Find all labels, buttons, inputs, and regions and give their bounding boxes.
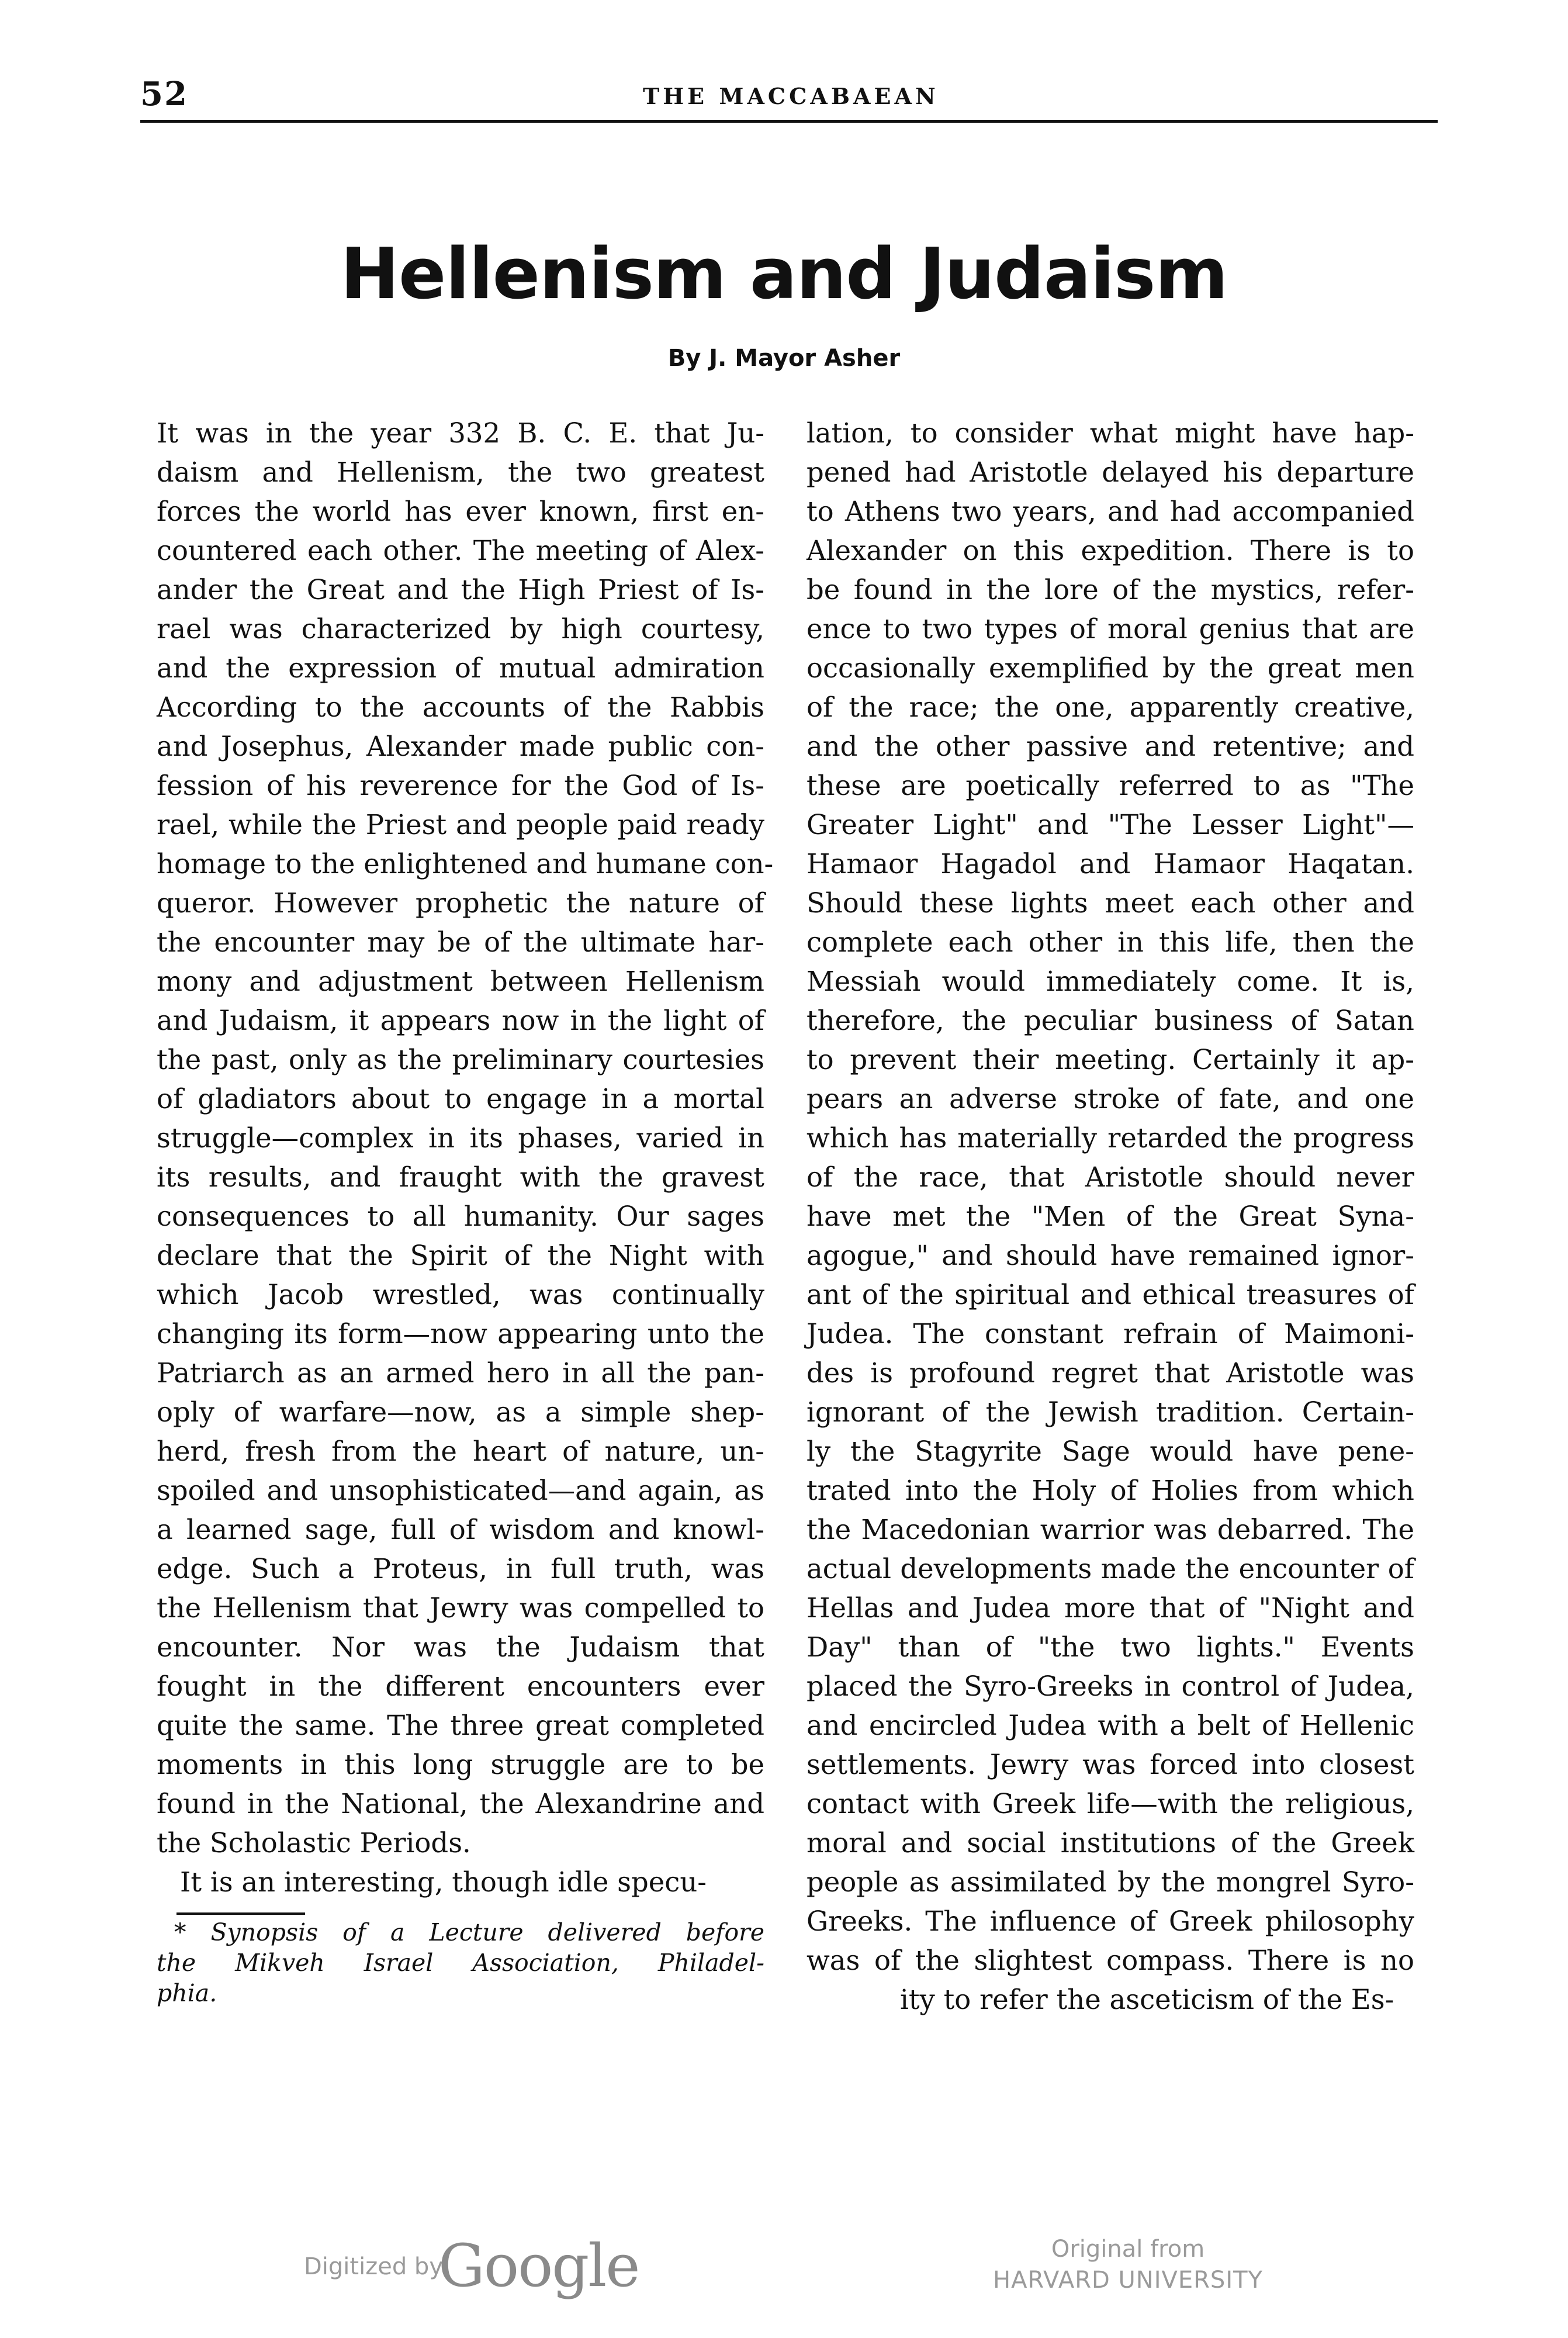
left-column (157, 414, 774, 1902)
text-line: settlements. Jewry was forced into closest (807, 1749, 1414, 1780)
text-line: found in the National, the Alexandrine and (157, 1788, 764, 1820)
text-line: of the race; the one, apparently creative, (807, 691, 1414, 723)
text-line: complete each other in this life, then the (807, 926, 1414, 958)
google-logo: Google (438, 2232, 639, 2300)
text-line: It is an interesting, though idle specu- (180, 1866, 707, 1898)
text-line: declare that the Spirit of the Night with (157, 1240, 764, 1271)
text-line: mony and adjustment between Hellenism (157, 966, 764, 997)
footnote-rule (176, 1912, 305, 1915)
text-line: According to the accounts of the Rabbis (157, 691, 764, 723)
text-line: pened had Aristotle delayed his departure (807, 456, 1414, 488)
text-line: Alexander on this expedition. There is to (807, 535, 1414, 566)
text-line: fought in the different encounters ever (157, 1671, 764, 1702)
text-line: ander the Great and the High Priest of Is- (157, 574, 764, 606)
text-line: consequences to all humanity. Our sages (157, 1201, 764, 1232)
text-line: ence to two types of moral genius that are (807, 613, 1414, 645)
text-line: homage to the enlightened and humane con- (157, 848, 774, 880)
text-line: rael was characterized by high courtesy, (157, 613, 764, 645)
article-title: Hellenism and Judaism (340, 234, 1228, 315)
text-line: placed the Syro-Greeks in control of Judea, (807, 1671, 1414, 1702)
text-line: be found in the lore of the mystics, refer- (807, 574, 1414, 606)
text-line: its results, and fraught with the gravest (157, 1161, 764, 1193)
text-line: ignorant of the Jewish tradition. Certain- (807, 1396, 1414, 1428)
text-line: changing its form—now appearing unto the (157, 1318, 764, 1350)
page-header (140, 75, 1438, 116)
text-line: of gladiators about to engage in a mortal (157, 1083, 764, 1115)
text-line: forces the world has ever known, first en- (157, 496, 764, 527)
text-line: des is profound regret that Aristotle was (807, 1357, 1414, 1389)
text-line: quite the same. The three great completed (157, 1710, 764, 1741)
text-line: these are poetically referred to as "The (807, 770, 1414, 801)
text-line: herd, fresh from the heart of nature, un- (157, 1436, 764, 1467)
text-line: and the other passive and retentive; and (807, 731, 1414, 762)
text-line: Should these lights meet each other and (807, 887, 1414, 919)
text-line: and Josephus, Alexander made public con- (157, 731, 764, 762)
text-line: therefore, the peculiar business of Satan (807, 1005, 1414, 1036)
text-line: people as assimilated by the mongrel Syro- (807, 1866, 1414, 1898)
footnote-line: the Mikveh Israel Association, Philadel- (157, 1949, 764, 1977)
footnote-line: * Synopsis of a Lecture delivered before (174, 1918, 764, 1946)
text-line: and encircled Judea with a belt of Hellenic (807, 1710, 1414, 1741)
text-line: contact with Greek life—with the religious, (807, 1788, 1414, 1820)
text-line: to prevent their meeting. Certainly it ap- (807, 1044, 1414, 1075)
text-line: ly the Stagyrite Sage would have pene- (807, 1436, 1414, 1467)
text-line: to Athens two years, and had accompanied (807, 496, 1414, 527)
text-line: the Macedonian warrior was debarred. The (807, 1514, 1414, 1545)
text-line: Greater Light" and "The Lesser Light"— (807, 809, 1414, 841)
text-line: queror. However prophetic the nature of (157, 887, 764, 919)
text-line: Messiah would immediately come. It is, (807, 966, 1414, 997)
text-line: pears an adverse stroke of fate, and one (807, 1083, 1414, 1115)
text-line: oply of warfare—now, as a simple shep- (157, 1396, 764, 1428)
digitized-by-label: Digitized by (304, 2253, 443, 2280)
text-line: the Scholastic Periods. (157, 1827, 471, 1859)
text-line: rael, while the Priest and people paid ready (157, 809, 764, 841)
text-line: moral and social institutions of the Greek (807, 1827, 1414, 1859)
original-from-label: Original from (1051, 2236, 1205, 2263)
text-line: ity to refer the asceticism of the Es- (900, 1984, 1394, 2015)
text-line: fession of his reverence for the God of Is- (157, 770, 764, 801)
text-line: spoiled and unsophisticated—and again, as (157, 1475, 764, 1506)
text-line: edge. Such a Proteus, in full truth, was (157, 1553, 764, 1585)
text-line: Hamaor Hagadol and Hamaor Haqatan. (807, 848, 1414, 880)
text-line: struggle—complex in its phases, varied in (157, 1122, 764, 1154)
institution-label: HARVARD UNIVERSITY (992, 2267, 1263, 2294)
text-line: and Judaism, it appears now in the light of (157, 1005, 764, 1036)
article-byline: By J. Mayor Asher (667, 345, 901, 372)
text-line: Greeks. The influence of Greek philosophy (807, 1905, 1414, 1937)
text-line: Patriarch as an armed hero in all the pan- (157, 1357, 764, 1389)
header-rule (140, 120, 1438, 123)
text-line: have met the "Men of the Great Syna- (807, 1201, 1414, 1232)
footnote-line: phia. (157, 1979, 217, 2007)
text-line: the Hellenism that Jewry was compelled to (157, 1592, 764, 1624)
running-head: THE MACCABAEAN (643, 83, 939, 109)
text-line: and the expression of mutual admiration (157, 652, 764, 684)
text-line: occasionally exemplified by the great men (807, 652, 1414, 684)
text-line: Judea. The constant refrain of Maimoni- (807, 1318, 1414, 1350)
right-column (807, 414, 1414, 2019)
text-line: was of the slightest compass. There is no (807, 1945, 1414, 1976)
text-line: trated into the Holy of Holies from which (807, 1475, 1414, 1506)
text-line: ant of the spiritual and ethical treasures of (807, 1279, 1414, 1310)
text-line: encounter. Nor was the Judaism that (157, 1631, 764, 1663)
footnote (157, 1917, 764, 2008)
text-line: which has materially retarded the progress (807, 1122, 1414, 1154)
text-line: agogue," and should have remained ignor- (807, 1240, 1414, 1271)
page-number: 52 (140, 75, 188, 113)
text-line: lation, to consider what might have hap- (807, 417, 1414, 449)
text-line: moments in this long struggle are to be (157, 1749, 764, 1780)
text-line: actual developments made the encounter of (807, 1553, 1414, 1585)
text-line: Hellas and Judea more that of "Night and (807, 1592, 1414, 1624)
text-line: daism and Hellenism, the two greatest (157, 456, 764, 488)
text-line: the past, only as the preliminary courtesies (157, 1044, 764, 1075)
text-line: the encounter may be of the ultimate har- (157, 926, 764, 958)
text-line: Day" than of "the two lights." Events (807, 1631, 1414, 1663)
text-line: of the race, that Aristotle should never (807, 1161, 1414, 1193)
text-line: countered each other. The meeting of Alex- (157, 535, 764, 566)
text-line: It was in the year 332 B. C. E. that Ju- (157, 417, 764, 449)
text-line: which Jacob wrestled, was continually (157, 1279, 764, 1310)
text-line: a learned sage, full of wisdom and knowl- (157, 1514, 764, 1545)
